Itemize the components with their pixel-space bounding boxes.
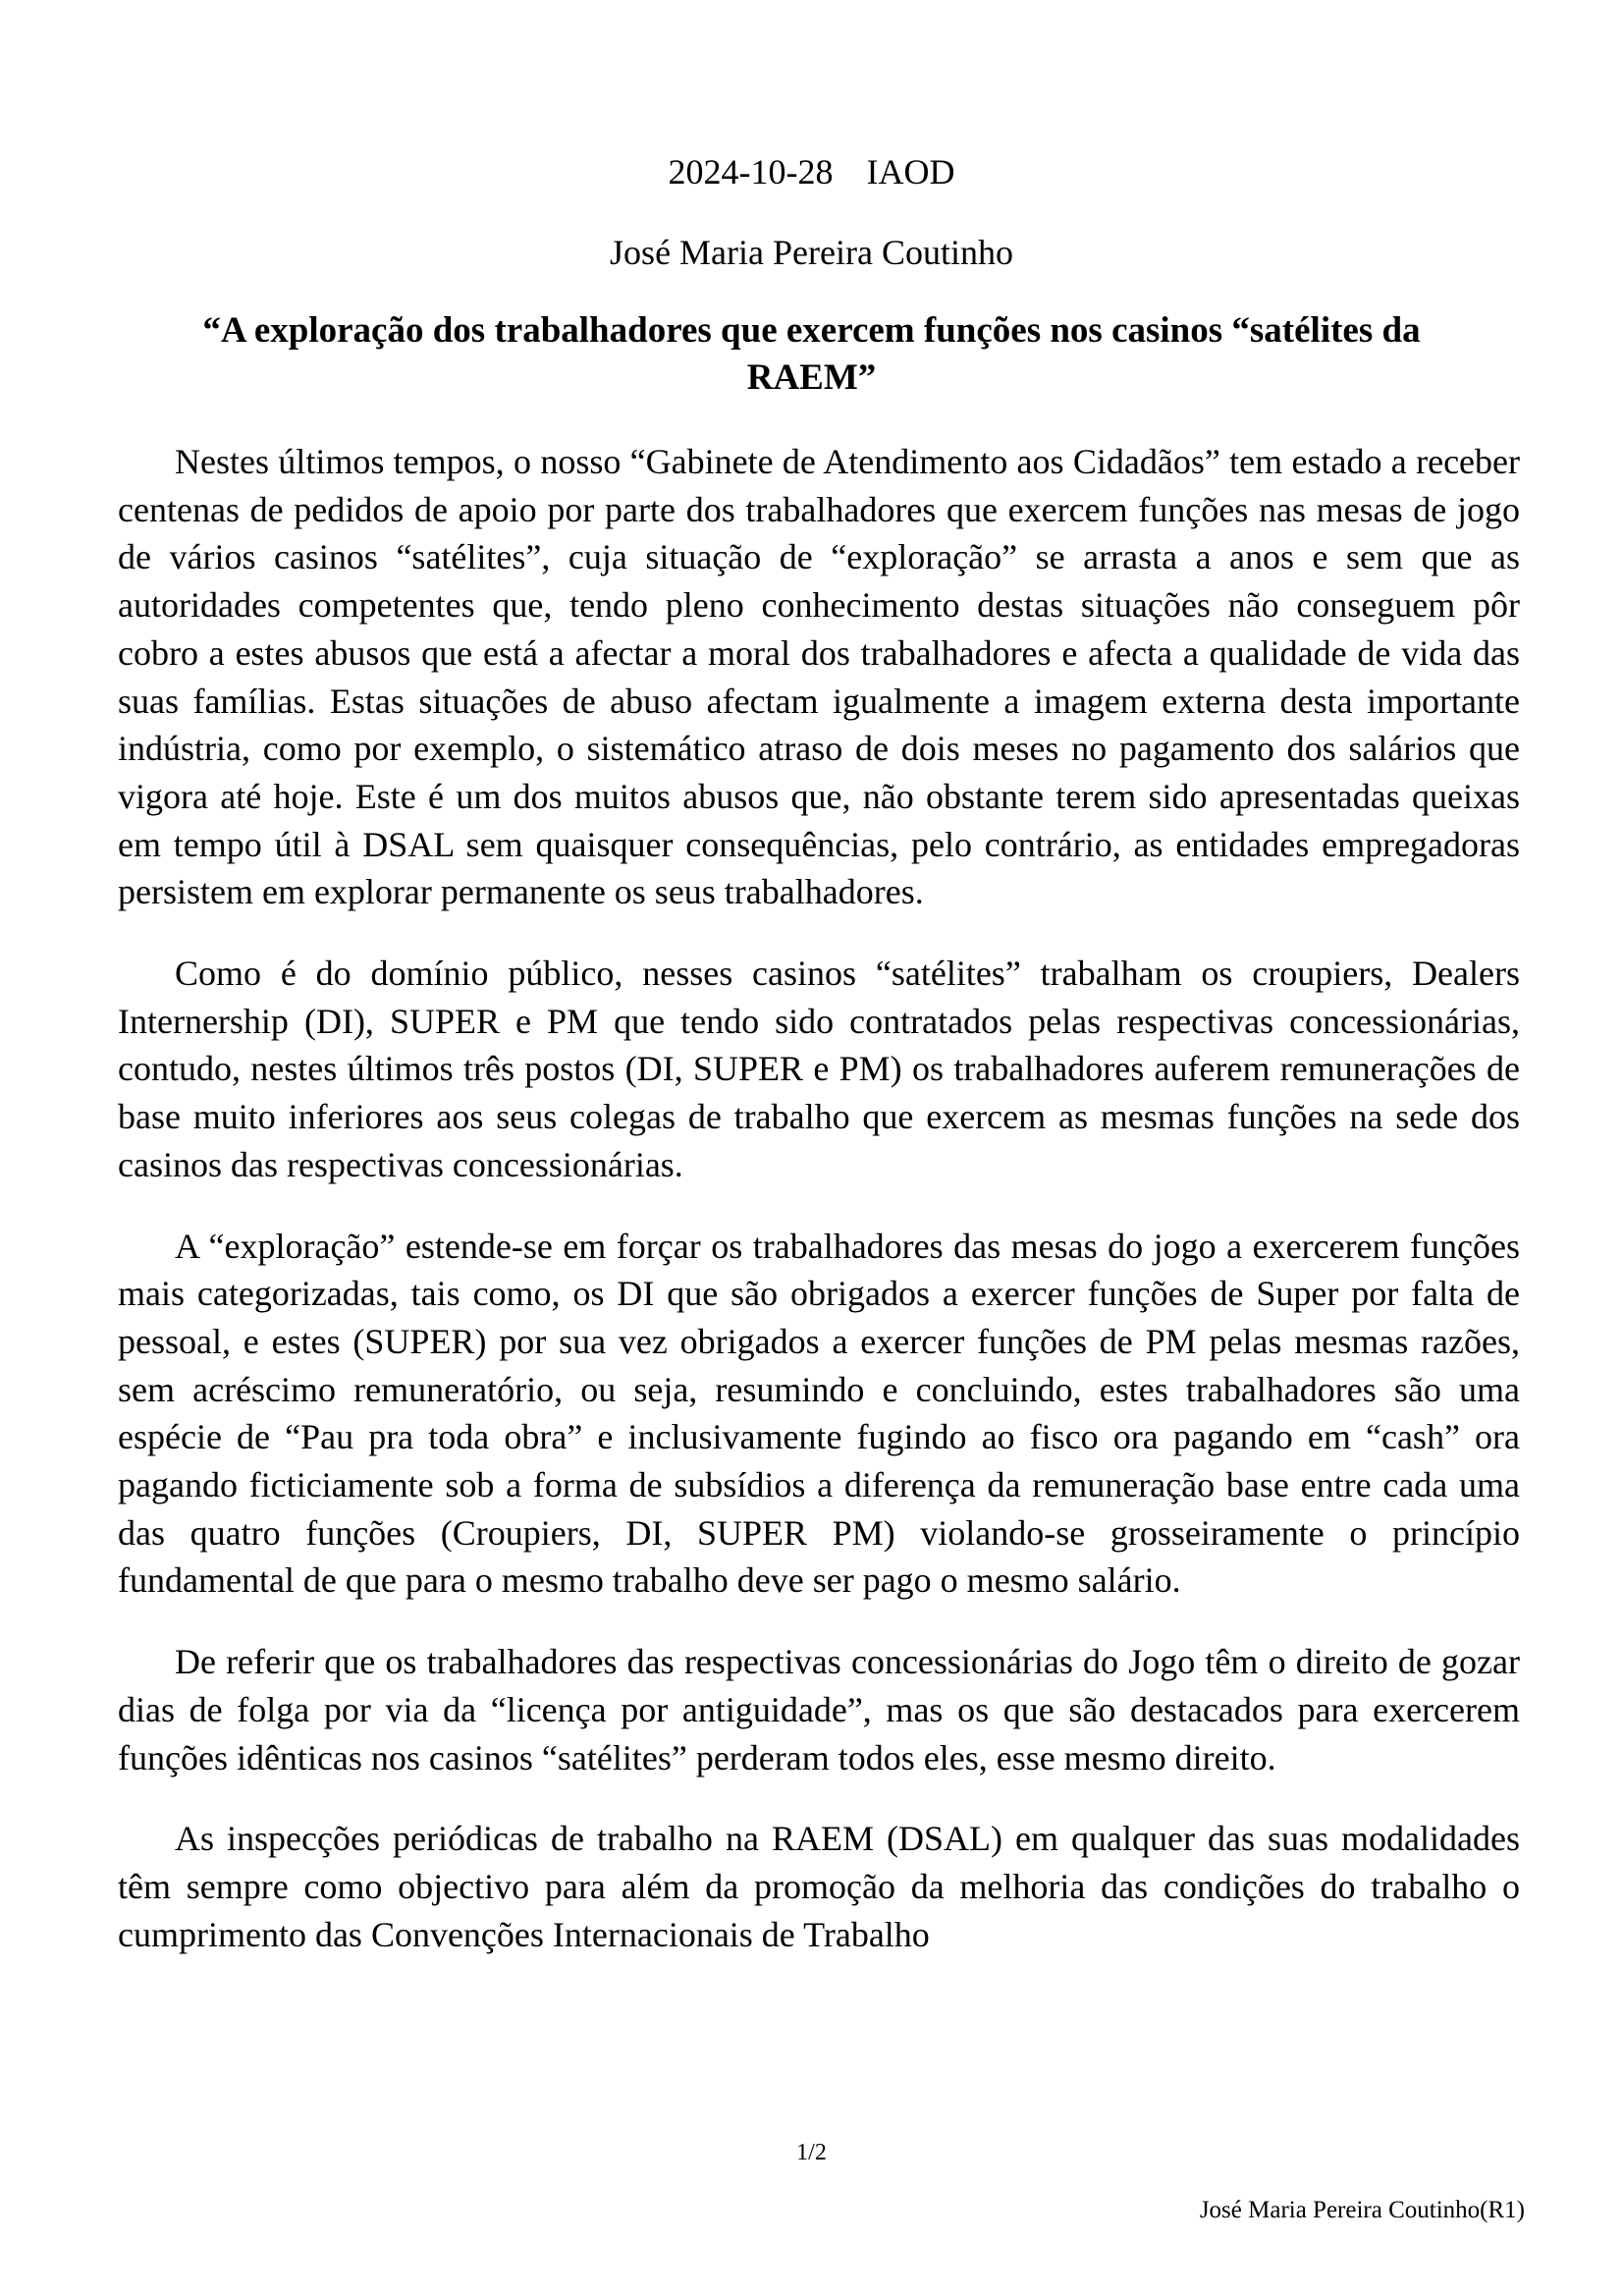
page-number: 1/2: [796, 2140, 827, 2165]
body-paragraph: As inspecções periódicas de trabalho na RAEM (DSAL) em qualquer das suas modalidades têm sempre como objectivo para além da promoção da melhoria das condições do trabalho o cumprimento das Convenções Internacionais de Trabalho: [118, 1819, 1520, 1954]
author-name: José Maria Pereira Coutinho: [610, 233, 1013, 272]
body-paragraph: Como é do domínio público, nesses casinos “satélites” trabalham os croupiers, Dealers Internership (DI), SUPER e PM que tendo sido contratados pelas respectivas concessionárias, contudo, nestes últimos três postos (DI, SUPER e PM) os trabalhadores auferem remunerações de base muito inferiores aos seus colegas de trabalho que exercem as mesmas funções na sede dos casinos das respectivas concessionárias.: [118, 954, 1520, 1184]
document-title: “A exploração dos trabalhadores que exercem funções nos casinos “satélites da RAEM”: [202, 310, 1421, 398]
date-line: [0, 152, 1623, 191]
footer-author-reference: José Maria Pereira Coutinho(R1): [1199, 2197, 1525, 2223]
body-paragraph: Nestes últimos tempos, o nosso “Gabinete de Atendimento aos Cidadãos” tem estado a receber centenas de pedidos de apoio por parte dos trabalhadores que exercem funções nas mesas de jogo de vários casinos “satélites”, cuja situação de “exploração” se arrasta a anos e sem que as autoridades competentes que, tendo pleno conhecimento destas situações não conseguem pôr cobro a estes abusos que está a afectar a moral dos trabalhadores e afecta a qualidade de vida das suas famílias. Estas situações de abuso afectam igualmente a imagem externa desta importante indústria, como por exemplo, o sistemático atraso de dois meses no pagamento dos salários que vigora até hoje. Este é um dos muitos abusos que, não obstante terem sido apresentadas queixas em tempo útil à DSAL sem quaisquer consequências, pelo contrário, as entidades empregadoras persistem em explorar permanente os seus trabalhadores.: [118, 442, 1520, 912]
body-paragraph: De referir que os trabalhadores das respectivas concessionárias do Jogo têm o direito de gozar dias de folga por via da “licença por antiguidade”, mas os que são destacados para exercerem funções idênticas nos casinos “satélites” perderam todos eles, esse mesmo direito.: [118, 1642, 1520, 1777]
document-date: 2024-10-28: [668, 152, 834, 191]
document-type: IAOD: [866, 152, 955, 191]
document-body: [118, 438, 1520, 1992]
body-paragraph: A “exploração” estende-se em forçar os trabalhadores das mesas do jogo a exercerem funções mais categorizadas, tais como, os DI que são obrigados a exercer funções de Super por falta de pessoal, e estes (SUPER) por sua vez obrigados a exercer funções de PM pelas mesmas razões, sem acréscimo remuneratório, ou seja, resumindo e concluindo, estes trabalhadores são uma espécie de “Pau pra toda obra” e inclusivamente fugindo ao fisco ora pagando em “cash” ora pagando ficticiamente sob a forma de subsídios a diferença da remuneração base entre cada uma das quatro funções (Croupiers, DI, SUPER PM) violando-se grosseiramente o princípio fundamental de que para o mesmo trabalho deve ser pago o mesmo salário.: [118, 1226, 1520, 1601]
